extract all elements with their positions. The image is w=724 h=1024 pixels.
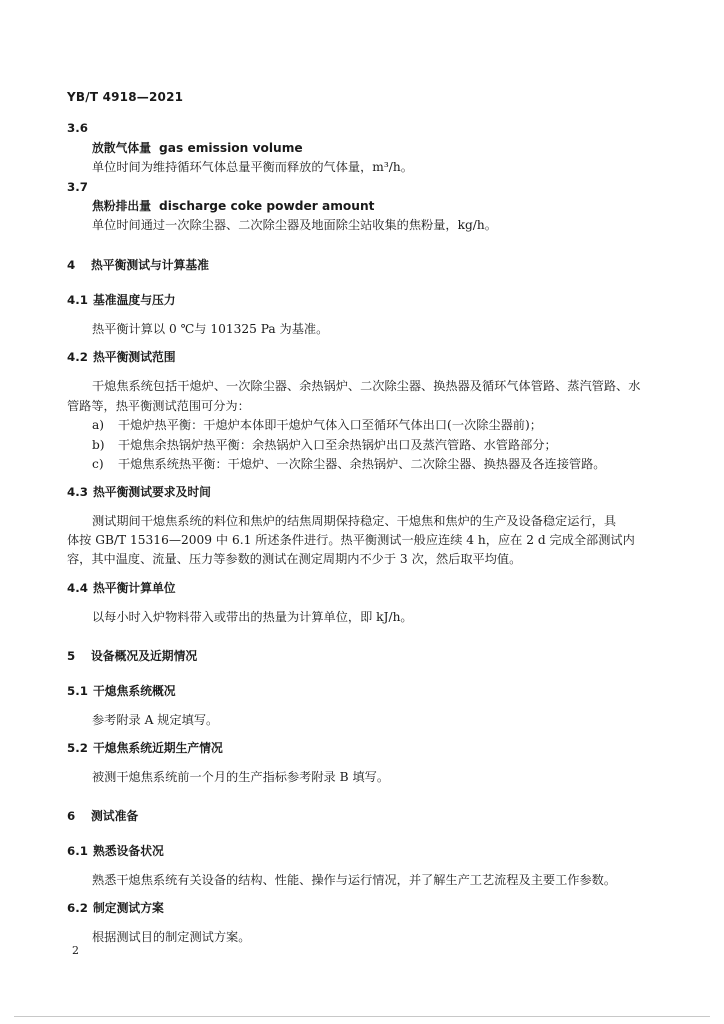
section-4-4-text: 以每小时入炉物料带入或带出的热量为计算单位，即 kJ/h。	[92, 610, 413, 624]
section-5-1-heading: 5.1 干熄焦系统概况	[67, 684, 176, 698]
term-3-7-en: discharge coke powder amount	[159, 199, 375, 213]
bottom-divider	[14, 1016, 710, 1017]
list-item: a) 干熄炉热平衡：干熄炉本体即干熄炉气体入口至循环气体出口(一次除尘器前)；	[92, 418, 542, 432]
list-item: c) 干熄焦系统热平衡：干熄炉、一次除尘器、余热锅炉、二次除尘器、换热器及各连接管路。	[92, 457, 606, 471]
section-4-3-line2: 体按 GB/T 15316—2009 中 6.1 所述条件进行。热平衡测试一般应连续 4 h，应在 2 d 完成全部测试内	[67, 533, 635, 547]
section-4-3-line1: 测试期间干熄焦系统的料位和焦炉的结焦周期保持稳定、干熄焦和焦炉的生产及设备稳定运行，具	[92, 514, 617, 528]
term-3-7-zh: 焦粉排出量	[92, 199, 151, 213]
section-6-2-heading: 6.2 制定测试方案	[67, 901, 164, 915]
term-3-7-definition: 单位时间通过一次除尘器、二次除尘器及地面除尘站收集的焦粉量，kg/h。	[92, 218, 497, 232]
term-3-6-definition: 单位时间为维持循环气体总量平衡而释放的气体量，m³/h。	[92, 160, 413, 174]
term-3-6-zh: 放散气体量	[92, 141, 151, 155]
section-5-1-text: 参考附录 A 规定填写。	[92, 713, 219, 727]
list-item: b) 干熄焦余热锅炉热平衡：余热锅炉入口至余热锅炉出口及蒸汽管路、水管路部分；	[92, 438, 557, 452]
standard-code: YB/T 4918—2021	[67, 90, 184, 104]
section-4-1-heading: 4.1 基准温度与压力	[67, 293, 176, 307]
section-4-3-heading: 4.3 热平衡测试要求及时间	[67, 485, 211, 499]
section-4-2-para-line1: 干熄焦系统包括干熄炉、一次除尘器、余热锅炉、二次除尘器、换热器及循环气体管路、蒸汽管路、水	[92, 379, 641, 393]
section-4-2-heading: 4.2 热平衡测试范围	[67, 350, 176, 364]
section-6-2-text: 根据测试目的制定测试方案。	[92, 930, 251, 944]
term-3-6-en: gas emission volume	[159, 141, 303, 155]
section-4-2-para-line2: 管路等，热平衡测试范围可分为：	[67, 399, 250, 413]
term-3-7-number: 3.7	[67, 180, 88, 194]
term-3-6-number: 3.6	[67, 121, 88, 135]
section-4-4-heading: 4.4 热平衡计算单位	[67, 581, 176, 595]
term-3-7-title	[92, 198, 374, 214]
section-6-1-text: 熟悉干熄焦系统有关设备的结构、性能、操作与运行情况，并了解生产工艺流程及主要工作参数。	[92, 873, 617, 887]
section-6-heading: 6 测试准备	[67, 809, 139, 823]
section-5-2-heading: 5.2 干熄焦系统近期生产情况	[67, 741, 223, 755]
section-5-2-text: 被测干熄焦系统前一个月的生产指标参考附录 B 填写。	[92, 770, 390, 784]
section-6-1-heading: 6.1 熟悉设备状况	[67, 844, 164, 858]
section-5-heading: 5 设备概况及近期情况	[67, 649, 198, 663]
section-4-1-text: 热平衡计算以 0 ℃与 101325 Pa 为基准。	[92, 322, 329, 336]
page-number: 2	[72, 944, 79, 957]
section-4-heading: 4 热平衡测试与计算基准	[67, 258, 209, 272]
section-4-3-line3: 容，其中温度、流量、压力等参数的测试在测定周期内不少于 3 次，然后取平均值。	[67, 552, 522, 566]
term-3-6-title	[92, 140, 303, 156]
